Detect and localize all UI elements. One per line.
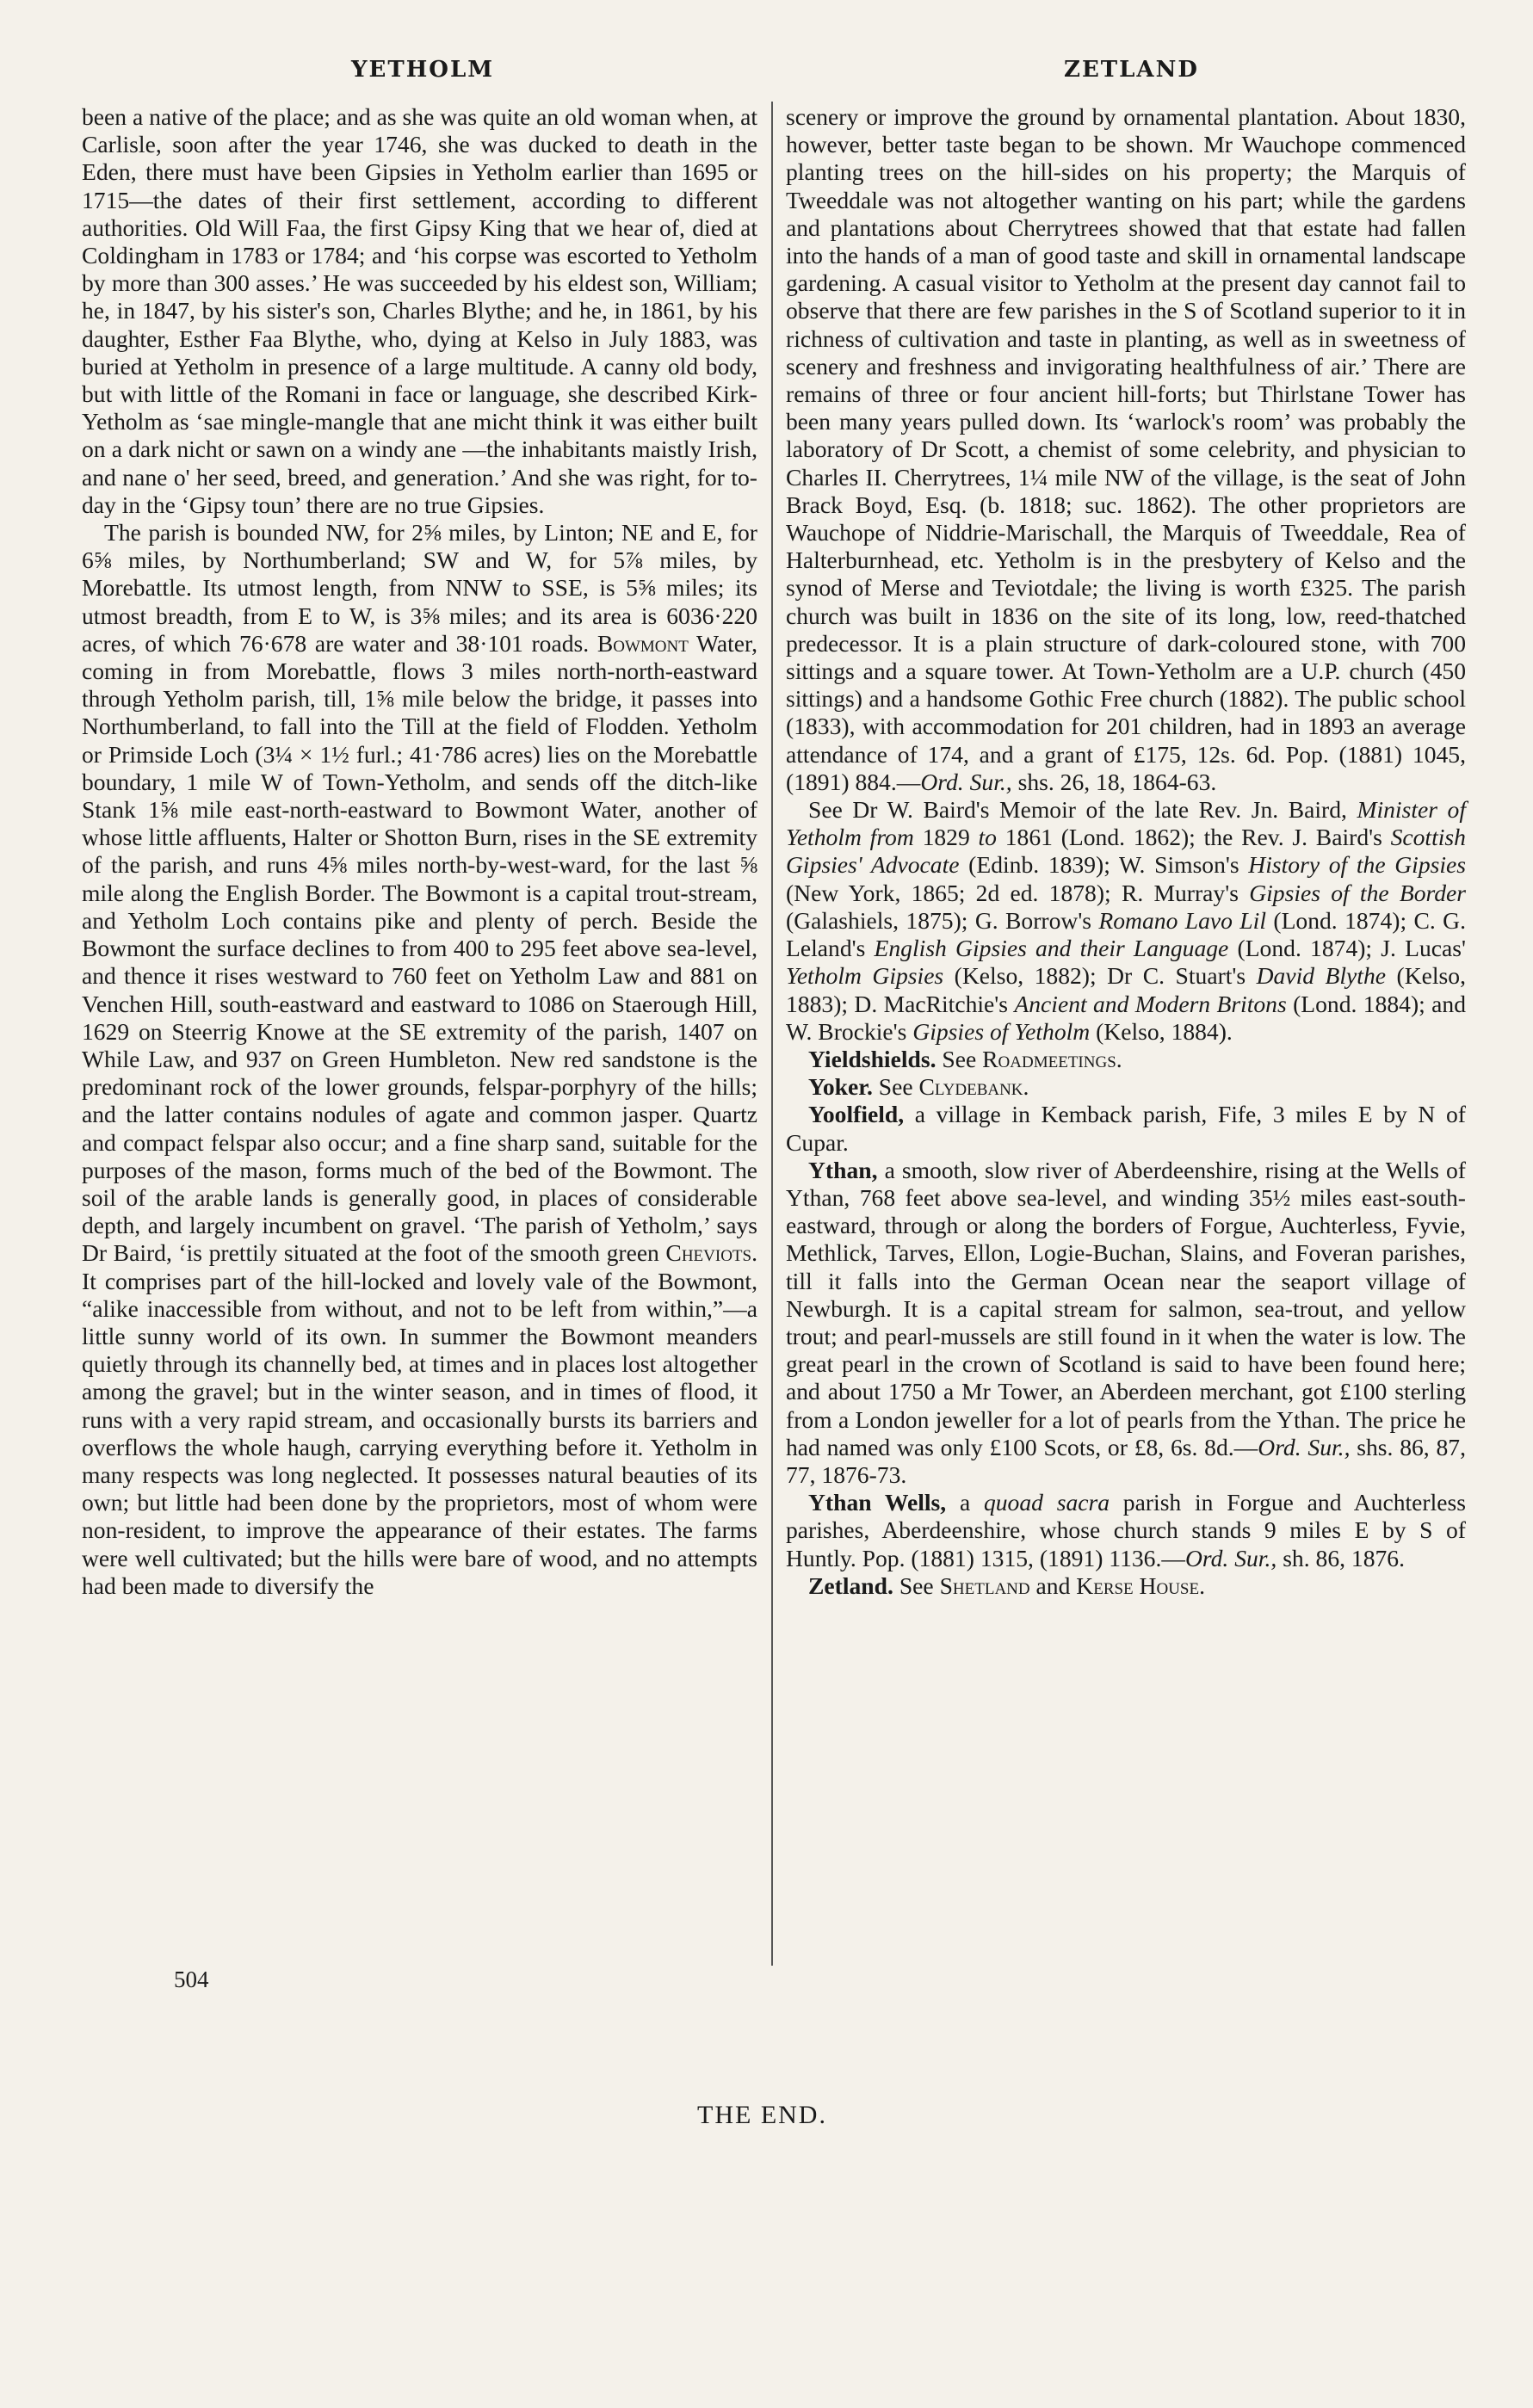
ord-sur: Ord. Sur., bbox=[920, 768, 1012, 795]
text-span: and bbox=[1035, 1571, 1071, 1599]
entry-yoolfield bbox=[786, 1101, 1466, 1156]
text-span: 1829 bbox=[922, 824, 970, 851]
running-head-left: YETHOLM bbox=[351, 57, 495, 83]
cross-ref: Kerse House. bbox=[1076, 1571, 1205, 1599]
text-span: (Kelso, 1884). bbox=[1096, 1017, 1233, 1045]
text-span: See bbox=[878, 1073, 913, 1101]
entry-headword: Zetland. bbox=[808, 1571, 893, 1599]
text-span: scenery or improve the ground by ornamental plantation. About 1830, however, better taste began to be shown. Mr Wauchope commenced planting trees on the hill-sides on his property; the Marquis of Tweeddale was not altogether wanting on his part; while the gardens and plantations about Cherrytrees showed that that estate had fallen into the hands of a man of good taste and skill in ornamental landscape gardening. A casual visitor to Yetholm at the present day cannot fail to observe that there are few parishes in the S of Scotland superior to it in richness of cultivation and taste in planting, as well as in sweetness of scenery and freshness and invigorating healthfulness of air.’ There are remains of three or four ancient hill-forts; but Thirlstane Tower has been many years pulled down. Its ‘warlock's room’ was probably the laboratory of Dr Scott, a chemist of some celebrity, and physician to Charles II. Cherrytrees, 1¼ mile NW of the village, is the seat of John Brack Boyd, Esq. (b. 1818; suc. 1862). The other proprietors are Wauchope of Niddrie-Marischall, the Marquis of Tweeddale, Rea of Halterburnhead, etc. Yetholm is in the presbytery of Kelso and the synod of Merse and Teviotdale; the living is worth £325. The parish church was built in 1836 on the site of its long, low, reed-thatched predecessor. It is a plain structure of dark-coloured stone, with 700 sittings and a square tower. At Town-Yetholm are a U.P. church (450 sittings) and a handsome Gothic Free church (1882). The public school (1833), with accommodation for 201 children, had in 1893 an average attendance of 174, and a grant of £175, 12s. 6d. Pop. (1881) 1045, (1891) 884.— bbox=[786, 103, 1466, 795]
title-italic: English Gipsies and their Language bbox=[874, 935, 1229, 962]
text-span: (Lond. 1874); C. G. Leland's bbox=[786, 906, 1466, 962]
text-span: See Dr W. Baird's Memoir of the late Rev. Jn. Baird, bbox=[808, 796, 1347, 824]
text-span: a village in Kemback parish, Fife, 3 miles E by N of Cupar. bbox=[786, 1101, 1466, 1156]
running-head-right: ZETLAND bbox=[1064, 57, 1199, 83]
text-span: sh. 86, 1876. bbox=[1283, 1544, 1405, 1571]
entry-yoker bbox=[786, 1073, 1466, 1101]
title-italic: Romano Lavo Lil bbox=[1098, 906, 1266, 934]
cross-ref: Roadmeetings. bbox=[982, 1045, 1122, 1072]
title-italic: History of the Gipsies bbox=[1248, 851, 1467, 879]
latin-term: quoad sacra bbox=[983, 1489, 1110, 1516]
title-italic: Scottish Gipsies' Advocate bbox=[786, 824, 1466, 879]
text-span: See bbox=[899, 1571, 934, 1599]
ord-sur: Ord. Sur., bbox=[1184, 1544, 1277, 1571]
title-italic: David Blythe bbox=[1256, 962, 1387, 990]
title-italic: Gipsies of Yetholm bbox=[912, 1017, 1091, 1045]
text-span: parish in Forgue and Auchterless parishes, Aberdeenshire, whose church stands 9 miles E by S of Huntly. Pop. (1881) 1315, (1891) 1136.— bbox=[786, 1489, 1467, 1571]
title-italic: Gipsies of the Border bbox=[1249, 879, 1466, 906]
ord-sur: Ord. Sur., bbox=[1258, 1433, 1351, 1460]
text-span: shs. 26, 18, 1864-63. bbox=[1017, 768, 1217, 795]
paragraph-bibliography bbox=[786, 796, 1466, 1046]
text-span: (Galashiels, 1875); G. Borrow's bbox=[786, 906, 1092, 934]
text-span: (Edinb. 1839); W. Simson's bbox=[968, 851, 1239, 879]
entry-headword: Yieldshields. bbox=[808, 1045, 936, 1072]
text-span: (Lond. 1874); J. Lucas' bbox=[1237, 935, 1466, 962]
entry-headword: Yoker. bbox=[808, 1073, 873, 1101]
title-italic: Yetholm Gipsies bbox=[786, 962, 944, 990]
text-span: (Kelso, 1883); D. MacRitchie's bbox=[786, 962, 1466, 1017]
text-span: Water, coming in from Morebattle, flows 3 miles north-north-eastward through Yetholm parish, till, 1⅝ mile below the bridge, it passes into Northumberland, to fall into the Till at the field of Flodden. Yetholm or Primside Loch (3¼ × 1½ furl.; 41·786 acres) lies on the Morebattle boundary, 1 mile W of Town-Yetholm, and sends off the ditch-like Stank 1⅝ mile east-north-eastward to Bowmont Water, another of whose little affluents, Halter or Shotton Burn, rises in the SE extremity of the parish, and runs 4⅝ miles north-by-west-ward, for the last ⅝ mile along the English Border. The Bowmont is a capital trout-stream, and Yetholm Loch contains pike and plenty of perch. Beside the Bowmont the surface declines to from 400 to 295 feet above sea-level, and thence it rises westward to 760 feet on Yetholm Law and 881 on Venchen Hill, south-eastward and eastward to 1086 on Staerough Hill, 1629 on Steerrig Knowe at the SE extremity of the parish, 1407 on While Law, and 937 on Green Humbleton. New red sandstone is the predominant rock of the lower grounds, felspar-porphyry of the hills; and the latter contains nodules of agate and common jasper. Quartz and compact felspar also occur; and a fine sharp sand, suitable for the purposes of the mason, forms much of the bed of the Bowmont. The soil of the arable lands is generally good, in places of considerable depth, and largely incumbent on gravel. ‘The parish of Yetholm,’ says Dr Baird, ‘is prettily situated at the foot of the smooth green bbox=[82, 629, 757, 1267]
title-italic: to bbox=[978, 824, 997, 851]
entry-yieldshields bbox=[786, 1046, 1466, 1073]
text-span: It comprises part of the hill-locked and lovely vale of the Bowmont, “alike inaccessible from without, and not to be left from within,”—a little sunny world of its own. In summer the Bowmont meanders quietly through its channelly bed, at times and in places lost altogether among the gravel; but in the winter season, and in times of flood, it runs with a very rapid stream, and occasionally bursts its barriers and overflows the whole haugh, carrying everything before it. Yetholm in many respects was long neglected. It possesses natural beauties of its own; but little had been done by the proprietors, most of whom were non-resident, to improve the appearance of their estates. The farms were well cultivated; but the hills were bare of wood, and no attempts had been made to diversify the bbox=[82, 1267, 757, 1599]
entry-ythan bbox=[786, 1157, 1466, 1489]
title-italic: Ancient and Modern Britons bbox=[1014, 990, 1287, 1017]
entry-ythan-wells bbox=[786, 1489, 1466, 1572]
title-italic: Minister of Yetholm from bbox=[786, 796, 1466, 851]
column-divider bbox=[771, 102, 773, 1966]
cross-ref: Clydebank. bbox=[918, 1073, 1029, 1101]
cross-ref-bowmont: Bowmont bbox=[597, 629, 689, 657]
text-span: (Kelso, 1882); Dr C. Stuart's bbox=[954, 962, 1246, 990]
text-span: (New York, 1865; 2d ed. 1878); R. Murray's bbox=[786, 879, 1239, 906]
text-span: See bbox=[942, 1045, 977, 1072]
text-span: a smooth, slow river of Aberdeenshire, rising at the Wells of Ythan, 768 feet above sea-level, and winding 35½ miles east-south-eastward, through or along the borders of Forgue, Auchterless, Fyvie, Methlick, Tarves, Ellon, Logie-Buchan, Slains, and Foveran parishes, till it falls into the German Ocean near the seaport village of Newburgh. It is a capital stream for salmon, sea-trout, and yellow trout; and pearl-mussels are still found in it when the water is low. The great pearl in the crown of Scotland is said to have been found here; and about 1750 a Mr Tower, an Aberdeen merchant, got £100 sterling from a London jeweller for a lot of pearls from the Ythan. The price he had named was only £100 Scots, or £8, 6s. 8d.— bbox=[786, 1156, 1466, 1460]
text-span: (Lond. 1884); and W. Brockie's bbox=[786, 990, 1466, 1045]
text-span: The parish is bounded NW, for 2⅝ miles, by Linton; NE and E, for 6⅝ miles, by Northumberland; SW and W, for 5⅞ miles, by Morebattle. Its utmost length, from NNW to SSE, is 5⅝ miles; its utmost breadth, from E to W, is 3⅝ miles; and its area is 6036·220 acres, of which 76·678 are water and 38·101 roads. bbox=[82, 519, 757, 657]
paragraph-parish-description bbox=[82, 519, 757, 1600]
left-column bbox=[82, 103, 757, 1600]
entry-zetland bbox=[786, 1572, 1466, 1600]
paragraph-gipsy-kings: been a native of the place; and as she was quite an old woman when, at Carlisle, soon after the year 1746, she was ducked to death in the Eden, there must have been Gipsies in Yetholm earlier than 1695 or 1715—the dates of their first settlement, according to different authorities. Old Will Faa, the first Gipsy King that we hear of, died at Coldingham in 1783 or 1784; and ‘his corpse was escorted to Yetholm by more than 300 asses.’ He was succeeded by his eldest son, William; he, in 1847, by his sister's son, Charles Blythe; and he, in 1861, by his daughter, Esther Faa Blythe, who, dying at Kelso in July 1883, was buried at Yetholm in presence of a large multitude. A canny old body, but with little of the Romani in face or language, she described Kirk-Yetholm as ‘sae mingle-mangle that ane micht think it was either built on a dark nicht or sawn on a windy ane —the inhabitants maistly Irish, and nane o' her seed, breed, and generation.’ And she was right, for to-day in the ‘Gipsy toun’ there are no true Gipsies. bbox=[82, 103, 757, 518]
entry-headword: Yoolfield, bbox=[808, 1101, 905, 1128]
the-end-label: THE END. bbox=[697, 2101, 827, 2129]
page-number: 504 bbox=[174, 1967, 209, 1992]
entry-headword: Ythan, bbox=[808, 1156, 878, 1183]
cross-ref: Shetland bbox=[939, 1571, 1030, 1599]
paragraph-yetholm-continued bbox=[786, 103, 1466, 796]
text-span: 1861 (Lond. 1862); the Rev. J. Baird's bbox=[1004, 824, 1382, 851]
text-span: shs. 86, 87, 77, 1876-73. bbox=[786, 1433, 1466, 1488]
right-column bbox=[786, 103, 1466, 1600]
entry-headword: Ythan Wells, bbox=[808, 1489, 947, 1516]
cross-ref-cheviots: Cheviots. bbox=[665, 1239, 757, 1267]
text-span: a bbox=[959, 1489, 971, 1516]
